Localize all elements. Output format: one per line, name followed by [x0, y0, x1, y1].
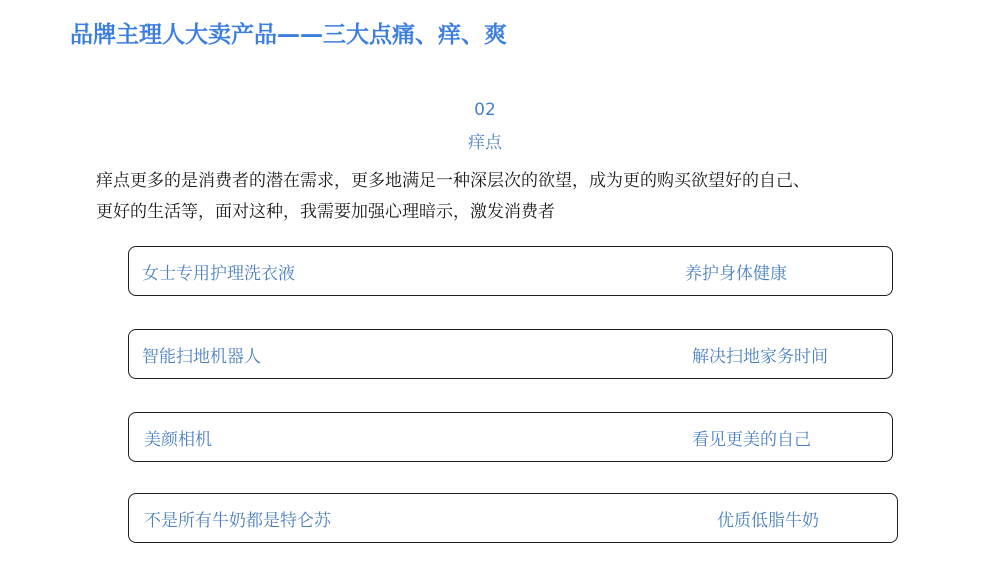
product-card	[128, 493, 898, 543]
product-card	[128, 329, 893, 379]
product-card	[128, 246, 893, 296]
page-title: 品牌主理人大卖产品——三大点痛、痒、爽	[70, 22, 507, 48]
section-description	[96, 166, 896, 228]
product-benefit: 解决扫地家务时间	[692, 346, 828, 367]
section-heading: 痒点	[468, 133, 502, 153]
product-name: 不是所有牛奶都是特仑苏	[144, 510, 331, 531]
product-benefit: 看见更美的自己	[692, 429, 811, 450]
product-name: 美颜相机	[144, 429, 212, 450]
description-line: 痒点更多的是消费者的潜在需求，更多地满足一种深层次的欲望，成为更的购买欲望好的自己、	[96, 171, 810, 191]
description-line: 更好的生活等，面对这种，我需要加强心理暗示，激发消费者	[96, 202, 555, 222]
product-name: 智能扫地机器人	[142, 346, 261, 367]
product-card	[128, 412, 893, 462]
product-benefit: 优质低脂牛奶	[717, 510, 819, 531]
product-name: 女士专用护理洗衣液	[142, 263, 295, 284]
section-number: 02	[474, 100, 496, 120]
product-benefit: 养护身体健康	[685, 263, 787, 284]
